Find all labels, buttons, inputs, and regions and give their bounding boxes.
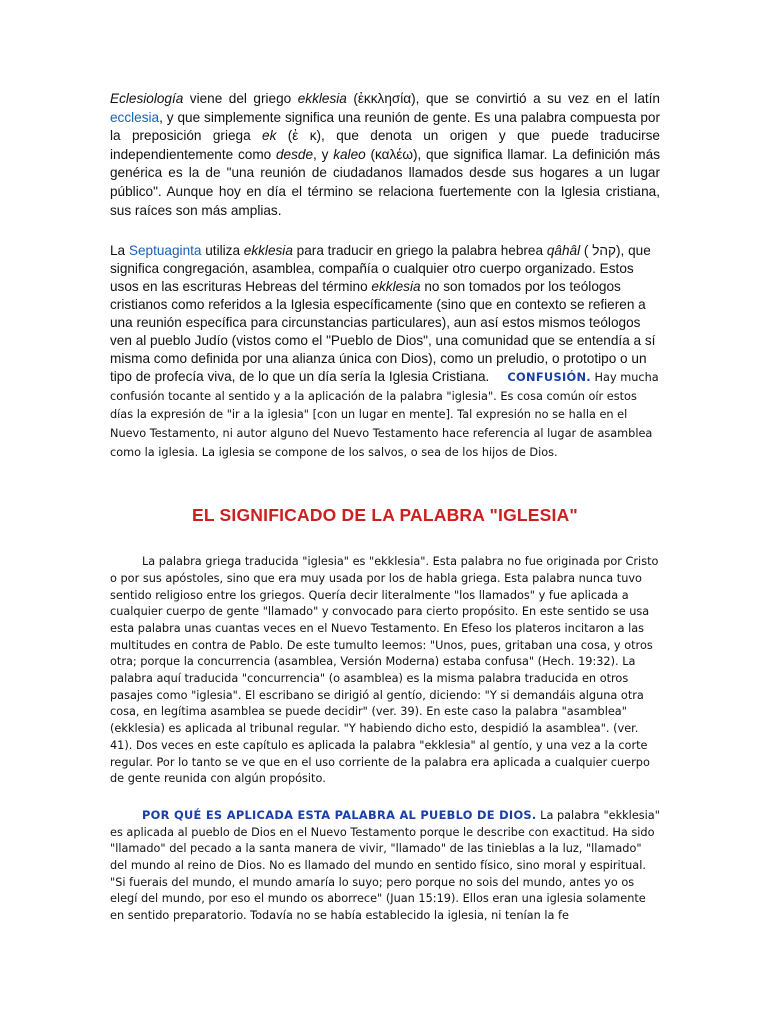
text-span: (ἐκκλησία), que se convirtió a su vez en el latín: [346, 91, 660, 106]
term-ekklesia: ekklesia: [297, 91, 347, 106]
intro-paragraph: [110, 90, 660, 220]
link-septuaginta[interactable]: Septuaginta: [128, 243, 202, 259]
term-eclesiologia: Eclesiología: [110, 91, 184, 106]
term-kaleo: kaleo: [333, 146, 366, 162]
text-span: utiliza: [201, 243, 244, 259]
text-span: para traducir en griego la palabra hebrea: [292, 243, 547, 259]
term-ekklesia: ekklesia: [371, 279, 421, 295]
term-qahal: qâhâl: [546, 243, 581, 259]
body-paragraph-2: [110, 807, 660, 925]
heading-por-que: POR QUÉ ES APLICADA ESTA PALABRA AL PUEBLO DE DIOS.: [142, 807, 537, 822]
text-span: (ἐ κ), que denota un origen y que puede traducirse independientemente como: [110, 128, 660, 162]
confusion-text: Hay mucha confusión tocante al sentido y a la aplicación de la palabra "iglesia". Es cosa común oír estos días la expresión de "ir a la iglesia" [con un lugar en mente]. Tal expresión no se halla en el Nuevo Testamento, ni autor alguno del Nuevo Testamento hace referencia al lugar de asamblea como la iglesia. La iglesia se compone de los salvos, o sea de los hijos de Dios.: [110, 371, 659, 459]
link-ecclesia[interactable]: ecclesia: [110, 109, 160, 125]
term-ek: ek: [262, 128, 277, 144]
document-page: [110, 90, 660, 925]
spacer: [110, 788, 660, 807]
body-paragraph-1: La palabra griega traducida "iglesia" es "ekklesia". Esta palabra no fue originada por Cristo o por sus apóstoles, sino que era muy usada por los de habla griega. Esta palabra nunca tuvo sentido religioso entre los griegos. Quería decir literalmente "los llamados" y fue aplicada a cualquier cuerpo de gente "llamado" y convocado para cierto propósito. En este sentido se usa esta palabra unas cuantas veces en el Nuevo Testamento. En Efeso los plateros incitaron a las multitudes en contra de Pablo. De este tumulto leemos: "Unos, pues, gritaban una cosa, y otros otra; porque la concurrencia (asamblea, Versión Moderna) estaba confusa" (Hech. 19:32). La palabra aquí traducida "concurrencia" (o asamblea) es la misma palabra traducida en otros pasajes como "iglesia". El escribano se dirigió al gentío, diciendo: "Y si demandáis alguna otra cosa, en legítima asamblea se puede decidir" (ver. 39). En este caso la palabra "asamblea" (ekklesia) es aplicada al tribunal regular. "Y habiendo dicho esto, despidió la asamblea". (ver. 41). Dos veces en este capítulo es aplicada la palabra "ekklesia" al gentío, y una vez a la corte regular. Por lo tanto se ve que en el uso corriente de la palabra era aplicada a cualquier cuerpo de gente reunida con algún propósito.: [110, 555, 659, 786]
text-span: viene del griego: [183, 91, 298, 106]
text-span: (καλέω), que significa llamar. La definición más genérica es la de "una reunión de ciudadanos llamados desde sus hogares a un lugar público". Aunque hoy en día el término se relaciona fuertemente con la Iglesia cristiana, sus raíces son más amplias.: [110, 146, 660, 218]
text-span: , y: [313, 146, 334, 162]
text-span: , y que simplemente significa una reunión de gente. Es una palabra compuesta por la preposición griega: [110, 109, 660, 144]
septuaginta-paragraph: [110, 242, 660, 461]
section-title: EL SIGNIFICADO DE LA PALABRA "IGLESIA": [192, 505, 578, 526]
term-ekklesia: ekklesia: [243, 243, 293, 259]
text-span: no son tomados por los teólogos cristianos como referidos a la Iglesia específicamente (sino que en contexto se refieren a una reunión específica para circunstancias particulares), aun así estos mismos teólogos ven al pueblo Judío (vistos como el "Pueblo de Dios", una comunidad que se entendía a sí misma como definida por una alianza única con Dios), como un preludio, o prototipo o un tipo de profecía viva, de lo que un día sería la Iglesia Cristiana.: [110, 279, 656, 385]
heading-confusion: CONFUSIÓN.: [507, 370, 591, 385]
text-span: La palabra "ekklesia" es aplicada al pueblo de Dios en el Nuevo Testamento porque le describe con exactitud. Ha sido "llamado" del pecado a la santa manera de vivir, "llamado" de las tinieblas a la luz, "llamado" del mundo al reino de Dios. No es llamado del mundo en sentido físico, sino moral y espiritual. "Si fuerais del mundo, el mundo amaría lo suyo; pero porque no sois del mundo, antes yo os elegí del mundo, por eso el mundo os aborrece" (Juan 15:19). Ellos eran una iglesia solamente en sentido preparatorio. Todavía no se había establecido la iglesia, ni tenían la fe: [110, 808, 660, 923]
text-span: La: [110, 243, 129, 259]
term-desde: desde: [276, 146, 314, 162]
text-span: ( קהל), que significa congregación, asamblea, compañía o cualquier otro cuerpo organizado. Estos usos en las escrituras Hebreas del término: [110, 243, 651, 295]
